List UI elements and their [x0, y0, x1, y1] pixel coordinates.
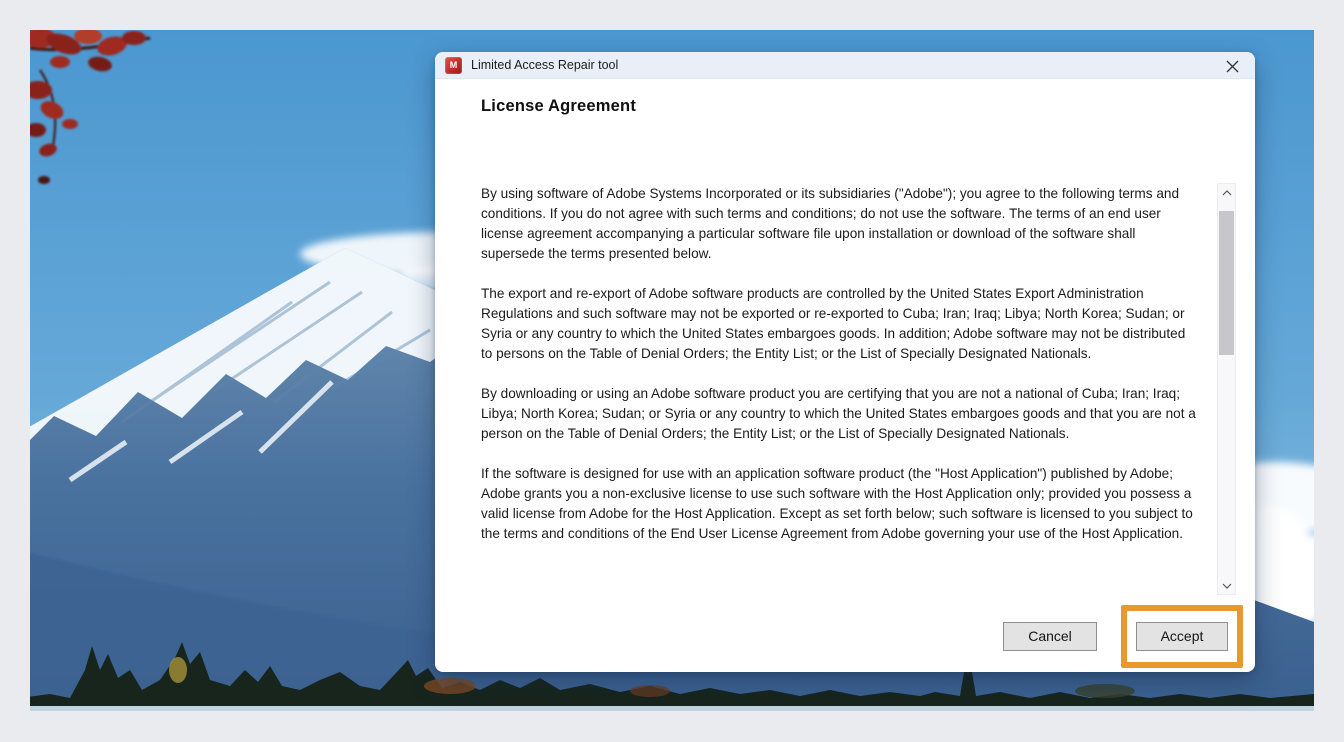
- cancel-button[interactable]: Cancel: [1003, 622, 1097, 651]
- license-paragraph: By downloading or using an Adobe software product you are certifying that you are not a national of Cuba; Iran; Iraq; Libya; North Korea; Sudan; or Syria or any country to which the United States embargoes goods and that you are not a person on the Table of Denial Orders; the Entity List; or the List of Specially Designated Nationals.: [481, 386, 1196, 441]
- scroll-up-button[interactable]: [1218, 184, 1235, 201]
- accept-button[interactable]: Accept: [1136, 622, 1228, 651]
- water-strip: [30, 706, 1314, 711]
- window-title: Limited Access Repair tool: [471, 58, 619, 72]
- chevron-up-icon: [1222, 190, 1232, 196]
- license-paragraph: The export and re-export of Adobe software products are controlled by the United States Export Administration Regulations and such software may not be exported or re-exported to Cuba; Iran; Iraq; Libya; North Korea; Sudan; or Syria or any country to which the United States embargoes goods. In addition; Adobe software may not be distributed to persons on the Table of Denial Orders; the Entity List; or the List of Specially Designated Nationals.: [481, 286, 1186, 361]
- close-icon: [1226, 60, 1239, 73]
- license-paragraph: By using software of Adobe Systems Incorporated or its subsidiaries ("Adobe"); you agree to the following terms and conditions. If you do not agree with such terms and conditions; do not use the software. The terms of an end user license agreement accompanying a particular software file upon installation or download of the software shall supersede the terms presented below.: [481, 186, 1180, 261]
- scrollbar-track[interactable]: [1218, 201, 1235, 577]
- vertical-scrollbar[interactable]: [1217, 183, 1236, 595]
- scroll-down-button[interactable]: [1218, 577, 1235, 594]
- close-button[interactable]: [1217, 53, 1247, 79]
- license-paragraph: If the software is designed for use with an application software product (the "Host Application") published by Adobe; Adobe grants you a non-exclusive license to use such software with the Host Application only; provided you possess a valid license from Adobe for the Host Application. Except as set forth below; such software is licensed to you subject to the terms and conditions of the End User License Agreement from Adobe governing your use of the Host Application.: [481, 466, 1193, 541]
- scrollbar-thumb[interactable]: [1219, 211, 1234, 355]
- dialog-window: [435, 52, 1255, 672]
- license-agreement-heading: License Agreement: [481, 97, 637, 115]
- adobe-app-icon: M: [445, 57, 462, 74]
- accept-highlight-box: [1121, 605, 1243, 668]
- chevron-down-icon: [1222, 583, 1232, 589]
- license-text-area[interactable]: [481, 184, 1197, 594]
- titlebar[interactable]: [435, 52, 1255, 79]
